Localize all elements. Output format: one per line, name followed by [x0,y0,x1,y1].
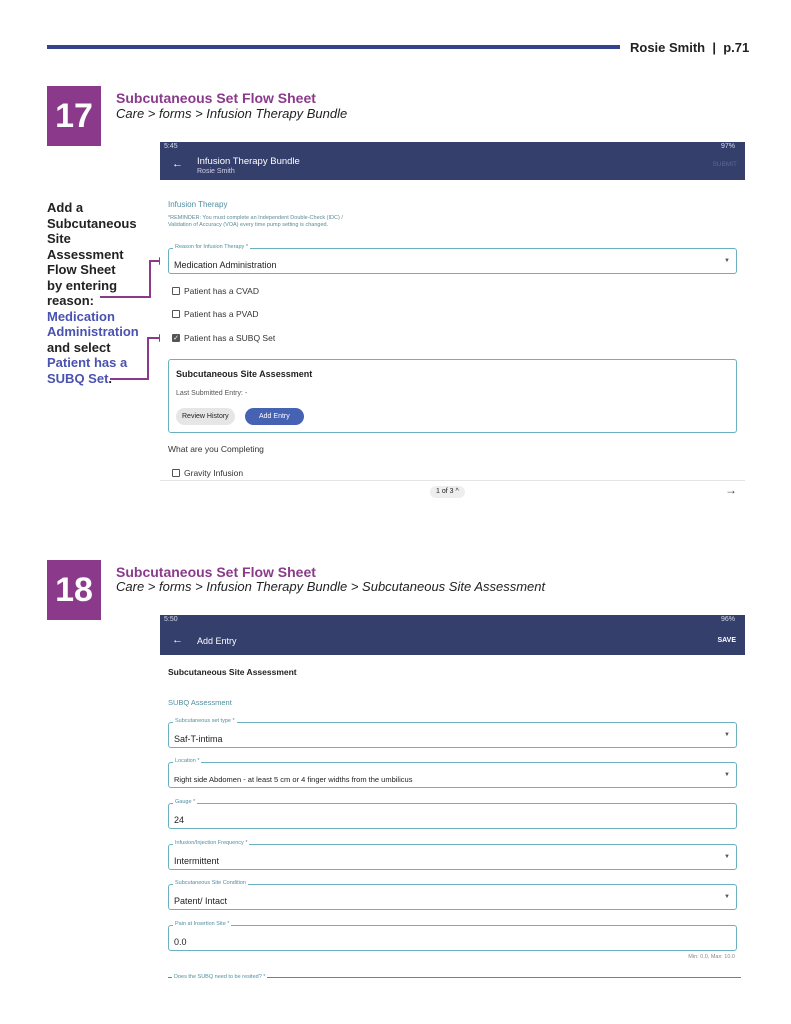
checkbox-pvad[interactable] [172,309,259,319]
location-select[interactable] [168,758,737,788]
reminder-text: *REMINDER: You must complete an Independent Double-Check (IDC) / [168,215,343,221]
field-value: Medication Administration [174,260,277,270]
step-title: Subcutaneous Set Flow Sheet [116,90,316,106]
instr-line: Assessment [47,246,124,262]
card-title: Subcutaneous Site Assessment [176,369,313,379]
page-number: p.71 [723,40,750,55]
checkbox-label: Patient has a CVAD [184,286,259,296]
field-label: Pain at Insertion Site * [175,921,230,927]
screenshot-add-entry [160,615,745,987]
site-condition-select[interactable] [168,880,737,910]
range-hint: Min: 0.0, Max: 10.0 [688,954,735,960]
instr-line: by entering [47,277,118,293]
author-name: Rosie Smith [630,40,706,55]
last-entry: Last Submitted Entry: - [176,390,248,397]
completing-heading: What are you Completing [168,444,264,454]
field-label: Subcutaneous Site Condition [175,880,246,886]
dropdown-icon: ▼ [724,854,730,860]
set-type-select[interactable] [168,718,737,748]
checkbox-subq[interactable] [172,333,275,343]
app-bar [160,615,745,655]
status-battery: 97% [720,143,735,150]
app-title: Add Entry [197,636,237,646]
chevron-up-icon: ^ [455,488,459,495]
frequency-select[interactable] [168,840,737,870]
status-time: 5:45 [164,143,178,150]
back-arrow-icon[interactable]: ← [172,634,183,646]
instr-line: Flow Sheet [47,262,116,277]
step-title: Subcutaneous Set Flow Sheet [116,564,316,580]
checkbox-gravity[interactable] [172,468,243,478]
checkbox-label: Gravity Infusion [184,468,244,478]
checkbox-icon [172,469,180,477]
arrow-to-reason [100,261,162,297]
instr-highlight: Administration [47,324,139,339]
save-button[interactable]: SAVE [717,637,736,644]
field-label: Does the SUBQ need to be resited? * [174,974,266,980]
divider [160,480,745,481]
form-heading: Subcutaneous Site Assessment [168,667,297,677]
dropdown-icon: ▼ [724,894,730,900]
gauge-input[interactable] [168,799,737,829]
checkbox-cvad[interactable] [172,286,259,296]
field-value: Patent/ Intact [174,896,228,906]
app-bar [160,142,745,180]
field-value: Right side Abdomen - at least 5 cm or 4 finger widths from the umbilicus [174,775,413,784]
instr-highlight: Patient has a [47,355,128,370]
pain-input[interactable] [168,921,737,951]
field-label: Reason for Infusion Therapy * [175,244,248,250]
field-label: Location * [175,758,200,764]
instr-line: and select [47,339,111,355]
checkbox-label: Patient has a PVAD [184,309,259,319]
screenshot-infusion-bundle [160,142,745,507]
field-label: Subcutaneous set type * [175,718,235,724]
section-title: Infusion Therapy [168,200,228,209]
step-badge-17: 17 [47,86,101,146]
reason-select[interactable] [168,244,737,274]
app-title: Infusion Therapy Bundle [197,156,300,167]
step-path: Care > forms > Infusion Therapy Bundle > Subcutaneous Site Assessment [116,579,546,594]
field-value: Intermittent [174,856,220,866]
instr-period: . [108,370,113,386]
status-time: 5:50 [164,616,178,623]
submit-button[interactable]: SUBMIT [712,161,737,168]
field-label: Infusion/Injection Frequency * [175,840,248,846]
field-value: 0.0 [174,937,187,947]
checkbox-label: Patient has a SUBQ Set [184,333,276,343]
dropdown-icon: ▼ [724,772,730,778]
field-value: 24 [174,815,185,825]
pager[interactable] [430,486,465,498]
assessment-card [168,359,737,433]
app-subtitle: Rosie Smith [197,168,235,175]
instr-highlight: Medication [47,308,115,324]
dropdown-icon: ▼ [724,732,730,738]
checkbox-checked-icon: ✓ [173,335,179,342]
instr-line: Subcutaneous [47,215,137,231]
arrow-to-subq [110,338,162,379]
add-entry-button[interactable]: Add Entry [245,408,304,425]
instr-line: Site [47,231,71,246]
resite-field[interactable] [168,974,741,980]
checkbox-icon [172,310,180,318]
step-badge-18: 18 [47,560,101,620]
field-label: Gauge * [175,799,196,805]
instr-line: reason: [47,293,94,308]
next-arrow-icon[interactable]: → [725,483,737,497]
back-arrow-icon[interactable]: ← [172,158,183,170]
step-path: Care > forms > Infusion Therapy Bundle [116,106,348,121]
dropdown-icon: ▼ [724,258,730,264]
review-history-button[interactable]: Review History [176,408,235,425]
status-battery: 96% [720,616,735,623]
reminder-text: Validation of Accuracy (VOA) every time pump setting is changed. [168,222,329,228]
separator: | [712,40,716,55]
pager-text: 1 of 3 [436,488,454,495]
field-value: Saf-T-intima [174,734,223,744]
checkbox-icon [172,287,180,295]
instr-highlight: SUBQ Set [47,370,109,386]
instr-line: Add a [47,200,84,215]
section-title: SUBQ Assessment [168,698,232,707]
